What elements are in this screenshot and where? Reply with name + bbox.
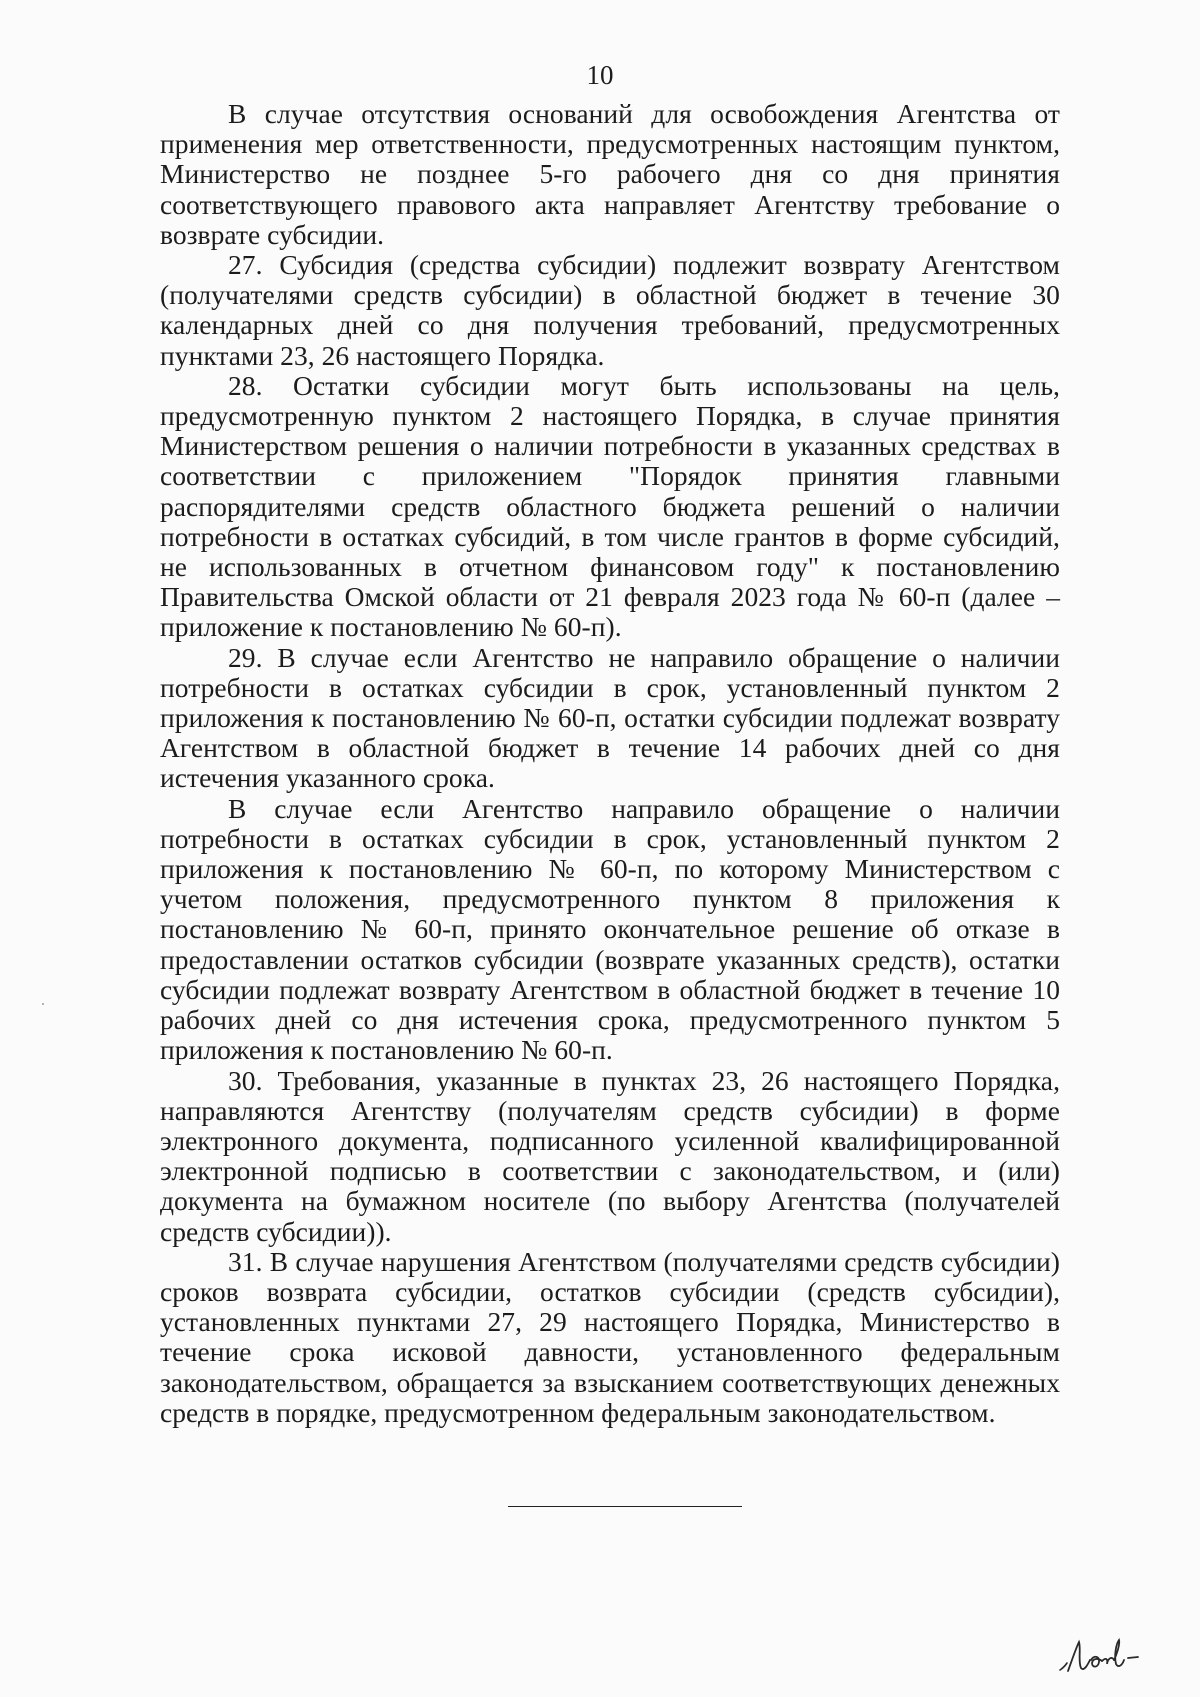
handwritten-initials-signature (1056, 1630, 1146, 1680)
paragraph-31: 31. В случае нарушения Агентством (получателями средств субсидии) сроков возврата субсидии, остатков субсидии (средств субсидии), установленных пунктами 27, 29 настоящего Порядка, Министерство в течение срока исковой давности, установленного федеральным законодательством, обращается за взысканием соответствующих денежных средств в порядке, предусмотренном федеральным законодательством. (160, 1245, 1060, 1428)
scan-speck (42, 1003, 44, 1005)
paragraph-30: 30. Требования, указанные в пунктах 23, 26 настоящего Порядка, направляются Агентству (получателям средств субсидии) в форме электронного документа, подписанного усиленной квалифицированной электронной подписью в соответствии с законодательством, и (или) документа на бумажном носителе (по выбору Агентства (получателей средств субсидии)). (160, 1064, 1060, 1247)
paragraph-29: 29. В случае если Агентство не направило обращение о наличии потребности в остатках субсидии в срок, установленный пунктом 2 приложения к постановлению № 60-п, остатки субсидии подлежат возврату Агентством в областной бюджет в течение 14 рабочих дней со дня истечения указанного срока. (160, 641, 1060, 794)
document-body (160, 99, 1060, 1428)
paragraph-28: 28. Остатки субсидии могут быть использованы на цель, предусмотренную пунктом 2 настоящего Порядка, в случае принятия Министерством решения о наличии потребности в указанных средствах в соответствии с приложением "Порядок принятия главными распорядителями средств областного бюджета решений о наличии потребности в остатках субсидий, в том числе грантов в форме субсидий, не использованных в отчетном финансовом году" к постановлению Правительства Омской области от 21 февраля 2023 года № 60-п (далее – приложение к постановлению № 60-п). (160, 369, 1060, 643)
page-number: 10 (586, 60, 614, 90)
paragraph-refund-requirement: В случае отсутствия оснований для освобождения Агентства от применения мер ответственности, предусмотренных настоящим пунктом, Министерство не позднее 5-го рабочего дня со дня принятия соответствующего правового акта направляет Агентству требование о возврате субсидии. (160, 98, 1060, 250)
paragraph-29-continued: В случае если Агентство направило обращение о наличии потребности в остатках субсидии в срок, установленный пунктом 2 приложения к постановлению № 60-п, по которому Министерством с учетом положения, предусмотренного пунктом 8 приложения к постановлению № 60-п, принято окончательное решение об отказе в предоставлении остатков субсидии (возврате указанных средств), остатки субсидии подлежат возврату Агентством в областной бюджет в течение 10 рабочих дней со дня истечения срока, предусмотренного пунктом 5 приложения к постановлению № 60-п. (160, 792, 1060, 1066)
paragraph-27: 27. Субсидия (средства субсидии) подлежит возврату Агентством (получателями средств субсидии) в областной бюджет в течение 30 календарных дней со дня получения требований, предусмотренных пунктами 23, 26 настоящего Порядка. (160, 249, 1060, 371)
end-divider-line (508, 1506, 742, 1507)
